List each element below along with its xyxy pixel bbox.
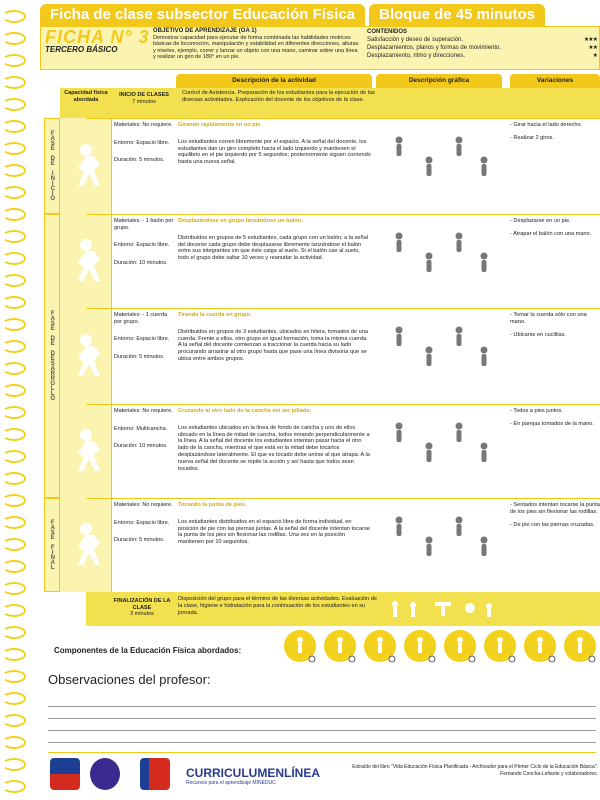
binder-ring	[2, 274, 26, 287]
phase-inicio: FASE DE INICIO	[44, 118, 60, 214]
binder-ring	[2, 76, 26, 89]
componente-icon	[444, 630, 476, 662]
materials-cell: Materiales: No requiere. Entorno: Multicancha. Duración: 10 minutos.	[114, 408, 173, 449]
componente-icon	[324, 630, 356, 662]
binder-ring	[2, 252, 26, 265]
lesson-header	[40, 26, 600, 70]
activity-title: Tirando la cuerda en grupo.	[178, 312, 252, 318]
curriculum-sub: Recursos para el aprendizaje MINEDUC	[186, 780, 276, 786]
phase-final: FASE FINAL	[44, 498, 60, 592]
componente-icon	[364, 630, 396, 662]
deporte-logo	[90, 758, 120, 790]
col-variaciones: Variaciones	[510, 74, 600, 88]
materials-cell: Materiales: No requiere. Entorno: Espacio libre. Duración: 5 minutos.	[114, 122, 173, 163]
note-line[interactable]	[48, 742, 596, 743]
binder-ring	[2, 736, 26, 749]
binder-ring	[2, 10, 26, 23]
binder-ring	[2, 318, 26, 331]
binder-ring	[2, 164, 26, 177]
col-grafica: Descripción gráfica	[376, 74, 502, 88]
col-actividad: Descripción de la actividad	[176, 74, 372, 88]
binder-ring	[2, 98, 26, 111]
inicio-label: INICIO DE CLASES	[119, 92, 169, 98]
materials-cell: Materiales: No requiere. Entorno: Espacio libre. Duración: 5 minutos.	[114, 502, 173, 543]
variations-cell: - Girar hacia el lado derecho. - Realizar 2 giros.	[510, 122, 583, 141]
note-line[interactable]	[48, 706, 596, 707]
componentes-label: Componentes de la Educación Física abordados:	[54, 646, 242, 655]
binder-ring	[2, 626, 26, 639]
activity-illustration	[374, 408, 504, 494]
binder-ring	[2, 582, 26, 595]
activity-illustration	[374, 218, 504, 304]
binder-ring	[2, 516, 26, 529]
title-bar	[40, 4, 545, 26]
hygiene-icons	[385, 596, 505, 622]
observaciones-label: Observaciones del profesor:	[48, 672, 211, 687]
grade-level: TERCERO BÁSICO	[45, 45, 118, 54]
mineduc-logo	[140, 758, 170, 790]
binder-ring	[2, 54, 26, 67]
binder-ring	[2, 384, 26, 397]
binder-ring	[2, 362, 26, 375]
binder-ring	[2, 538, 26, 551]
binder-ring	[2, 758, 26, 771]
variations-cell: - Sentados intentan tocarse la punta de los pies sin flexionar las rodillas. - De pie con las piernas cruzadas.	[510, 502, 600, 528]
binder-rings	[0, 0, 28, 800]
binder-ring	[2, 120, 26, 133]
binder-ring	[2, 560, 26, 573]
variations-cell: - Todos a pies juntos. - En parejas tomados de la mano.	[510, 408, 594, 427]
activity-illustration	[374, 122, 504, 210]
rating-stars: ★★	[588, 45, 597, 51]
activity-title: Desplazándose en grupo lanzándose un balón.	[178, 218, 303, 224]
binder-ring	[2, 406, 26, 419]
binder-ring	[2, 32, 26, 45]
variations-cell: - Desplazarse en un pie. - Atrapar el balón con una mano.	[510, 218, 592, 237]
binder-ring	[2, 340, 26, 353]
activity-title: Tocando la punta de pies.	[178, 502, 247, 508]
binder-ring	[2, 692, 26, 705]
note-line[interactable]	[48, 730, 596, 731]
binder-ring	[2, 450, 26, 463]
rating-stars: ★★★	[583, 37, 597, 43]
rating-stars: ★	[592, 53, 597, 59]
componente-icon	[404, 630, 436, 662]
binder-ring	[2, 472, 26, 485]
activity-description: Desplazándose en grupo lanzándose un balón. Distribuidos en grupos de 5 estudiantes, cada grupo con un balón; a la señal del docente cada grupo debe desplazarse libremente lanzándose el balón entre sus integrantes sin que éste caiga al suelo. Si el balón cae al suelo, todo el grupo debe saltar 10 veces y reanudar la actividad.	[178, 218, 372, 262]
binder-ring	[2, 230, 26, 243]
materials-cell: Materiales: - 1 cuerda por grupo. Entorno: Espacio libre. Duración: 5 minutos.	[114, 312, 170, 360]
componente-icon	[284, 630, 316, 662]
block-duration: Bloque de 45 minutos	[369, 4, 545, 26]
activity-title: Girando rápidamente en un pie.	[178, 122, 262, 128]
componente-icon	[484, 630, 516, 662]
capacidad-label: Capacidad física abordada	[64, 90, 108, 103]
activity-description: Tirando la cuerda en grupo. Distribuidos en grupos de 3 estudiantes, ubicados en hilera, tomados de una cuerda. Frente a ellos, otro grupo en igual formación, toma la misma cuerda. A la señal del docente comienzan a traccionar la cuerda hacia su lado procurando arrastrar al otro grupo hasta que pase una línea divisoria que se ubica entre ambos grupos.	[178, 312, 372, 363]
learning-objective: OBJETIVO DE APRENDIZAJE (OA 1) Demostrar capacidad para ejecutar de forma combinada las habilidades motrices básicas de locomoción, manipulación y estabilidad en diferentes direcciones, alturas y niveles, ejemplo, correr y lanzar un objeto con una mano, caminar sobre una línea y realizar un giro de 180° en un pie.	[153, 28, 359, 61]
sheet-title: Ficha de clase subsector Educación Física	[40, 4, 365, 26]
binder-ring	[2, 714, 26, 727]
binder-ring	[2, 208, 26, 221]
materials-cell: Materiales: - 1 balón por grupo. Entorno: Espacio libre. Duración: 10 minutos.	[114, 218, 174, 266]
binder-ring	[2, 604, 26, 617]
binder-ring	[2, 648, 26, 661]
note-line[interactable]	[48, 718, 596, 719]
phase-desarrollo: FASE DE DESARROLLO	[44, 214, 60, 498]
variations-cell: - Tomar la cuerda sólo con una mano. - Ubicarse en cuclillas.	[510, 312, 587, 338]
activity-description: Tocando la punta de pies. Los estudiantes distribuidos en el espacio libre de forma individual, en posición de pie con las piernas juntas. A la señal del docente intentan tocarse la punta de los pies sin flexionar las rodillas. Una vez en la posición mantienen por 10 segundos.	[178, 502, 372, 546]
binder-ring	[2, 186, 26, 199]
activity-illustration	[374, 312, 504, 400]
componente-icon	[524, 630, 556, 662]
activity-description: Cruzando al otro lado de la cancha sin ser pillado. Los estudiantes ubicados en la línea de fondo de cancha y uno de ellos ubicado en la línea de mitad de cancha, todos mirando perpendicularmente a la línea. A la señal del docente los estudiantes intentan pasar hacia el otro lado de la cancha, mientras el que está en la mitad debe tocarlos desplazándose lateralmente. El que es tocado debe unirse al que atrapa. A la nueva señal del docente se repite la acción y así hasta que todos sean tocados.	[178, 408, 372, 472]
activity-title: Cruzando al otro lado de la cancha sin ser pillado.	[178, 408, 312, 414]
binder-ring	[2, 428, 26, 441]
final-text: Disposición del grupo para el término de las diversas actividades. Evaluación de la clase, higiene e hidratación para la continuación de los estudiantes en su jornada.	[178, 596, 377, 616]
gobierno-logo	[50, 758, 80, 790]
footer-credits: Extraído del libro "Vida Educación Física Planificada - Archivador para el Primer Ciclo de la Educación Básica". Fernando Concha-Lefiante y colaboradores.	[352, 764, 598, 777]
contents-list: CONTENIDOS Satisfacción y deseo de superación. ★★★ Desplazamientos, planos y formas de movimiento. ★★ Desplazamiento, ritmo y direcciones. ★	[367, 29, 597, 59]
binder-ring	[2, 780, 26, 793]
curriculum-brand: CURRICULUMENLÍNEA	[186, 766, 320, 780]
activity-description: Girando rápidamente en un pie. Los estudiantes corren libremente por el espacio. A la señal del docente, los estudiantes dan un giro completo hacia el lado izquierdo y mantienen el equilibrio en el pie izquierdo por 5 segundos; posteriormente siguen corriendo hasta una nueva señal.	[178, 122, 371, 166]
binder-ring	[2, 142, 26, 155]
binder-ring	[2, 494, 26, 507]
activity-illustration	[374, 502, 504, 588]
inicio-text: Control de Asistencia. Preparación de los estudiantes para la ejecución de las diversas actividades. Explicación del docente de los objetivos de la clase.	[182, 90, 375, 103]
binder-ring	[2, 670, 26, 683]
ficha-number: FICHA N° 3	[45, 27, 150, 47]
componentes-icons	[282, 628, 600, 664]
binder-ring	[2, 296, 26, 309]
final-label: FINALIZACIÓN DE LA CLASE	[113, 598, 171, 611]
componente-icon	[564, 630, 596, 662]
